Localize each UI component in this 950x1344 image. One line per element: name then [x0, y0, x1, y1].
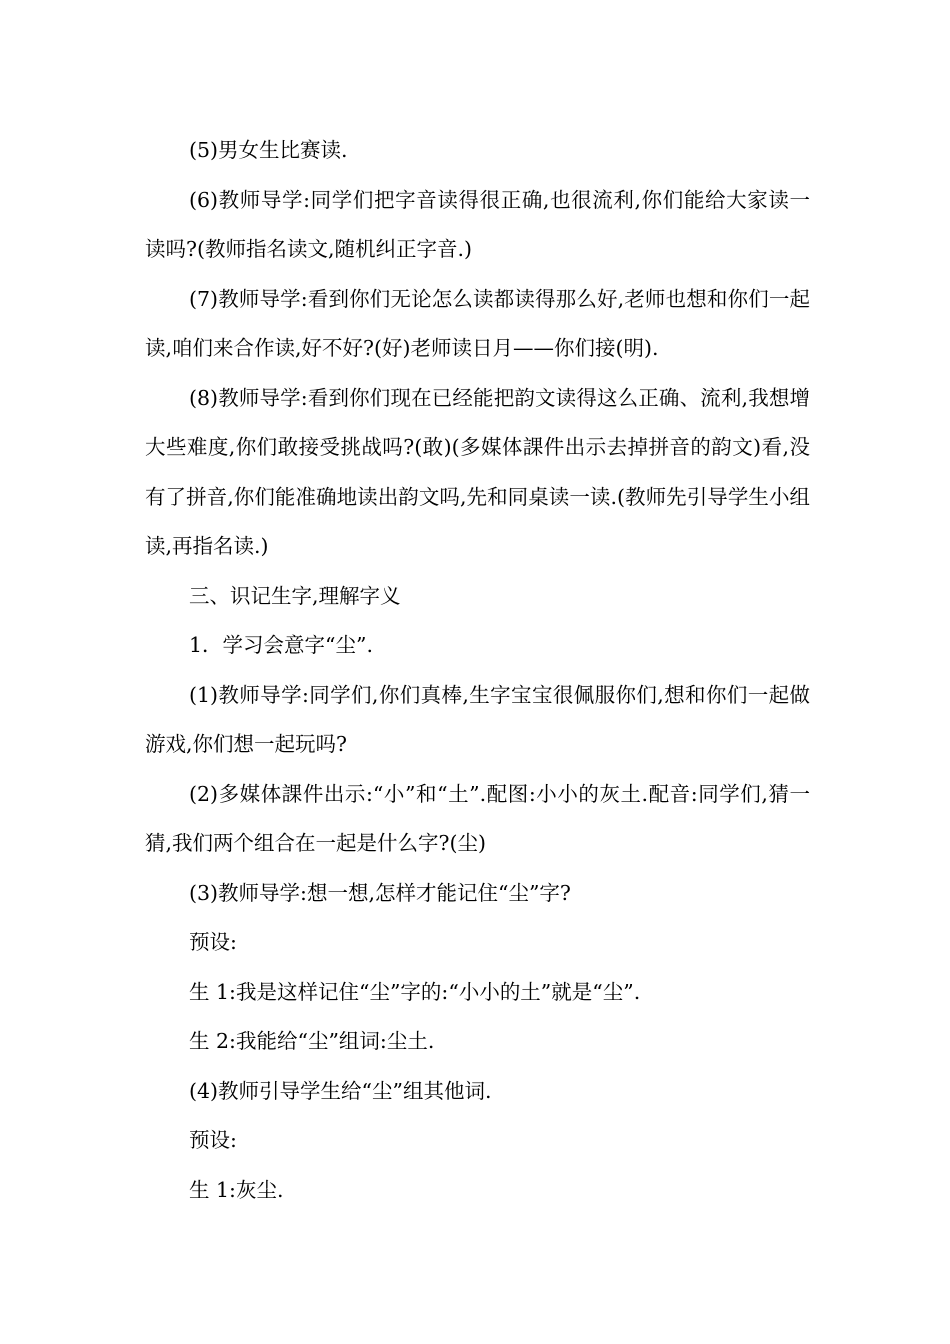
- document-body: [145, 126, 810, 1215]
- paragraph: 生 2:我能给“尘”组词:尘土.: [189, 1029, 435, 1053]
- section-heading: 三、识记生字,理解字义: [189, 583, 401, 608]
- paragraph: 生 1:我是这样记住“尘”字的:“小小的土”就是“尘”.: [189, 979, 641, 1004]
- paragraph: (7)教师导学:看到你们无论怎么读都读得那么好,老师也想和你们一起读,咱们来合作读,好不好?(好)老师读日月——你们接(明).: [145, 286, 810, 360]
- paragraph: 预设:: [189, 930, 237, 954]
- paragraph: (4)教师引导学生给“尘”组其他词.: [189, 1078, 492, 1103]
- paragraph: (1)教师导学:同学们,你们真棒,生字宝宝很佩服你们,想和你们一起做游戏,你们想一起玩吗?: [145, 682, 810, 756]
- paragraph: 生 1:灰尘.: [189, 1177, 284, 1202]
- paragraph: (2)多媒体課件出示:“小”和“土”.配图:小小的灰土.配音:同学们,猜一猜,我们两个组合在一起是什么字?(尘): [145, 781, 810, 855]
- subsection-heading: 1．学习会意字“尘”.: [189, 633, 374, 657]
- paragraph: (5)男女生比赛读.: [189, 138, 348, 162]
- paragraph: (3)教师导学:想一想,怎样才能记住“尘”字?: [189, 880, 571, 905]
- paragraph: 预设:: [189, 1128, 237, 1152]
- paragraph: (6)教师导学:同学们把字音读得很正确,也很流利,你们能给大家读一读吗?(教师指名读文,随机纠正字音.): [145, 187, 810, 261]
- paragraph: (8)教师导学:看到你们现在已经能把韵文读得这么正确、流利,我想增大些难度,你们敢接受挑战吗?(敢)(多媒体課件出示去掉拼音的韵文)看,没有了拼音,你们能准确地读出韵文吗,先和同桌读一读.(教师先引导学生小组读,再指名读.): [145, 385, 810, 558]
